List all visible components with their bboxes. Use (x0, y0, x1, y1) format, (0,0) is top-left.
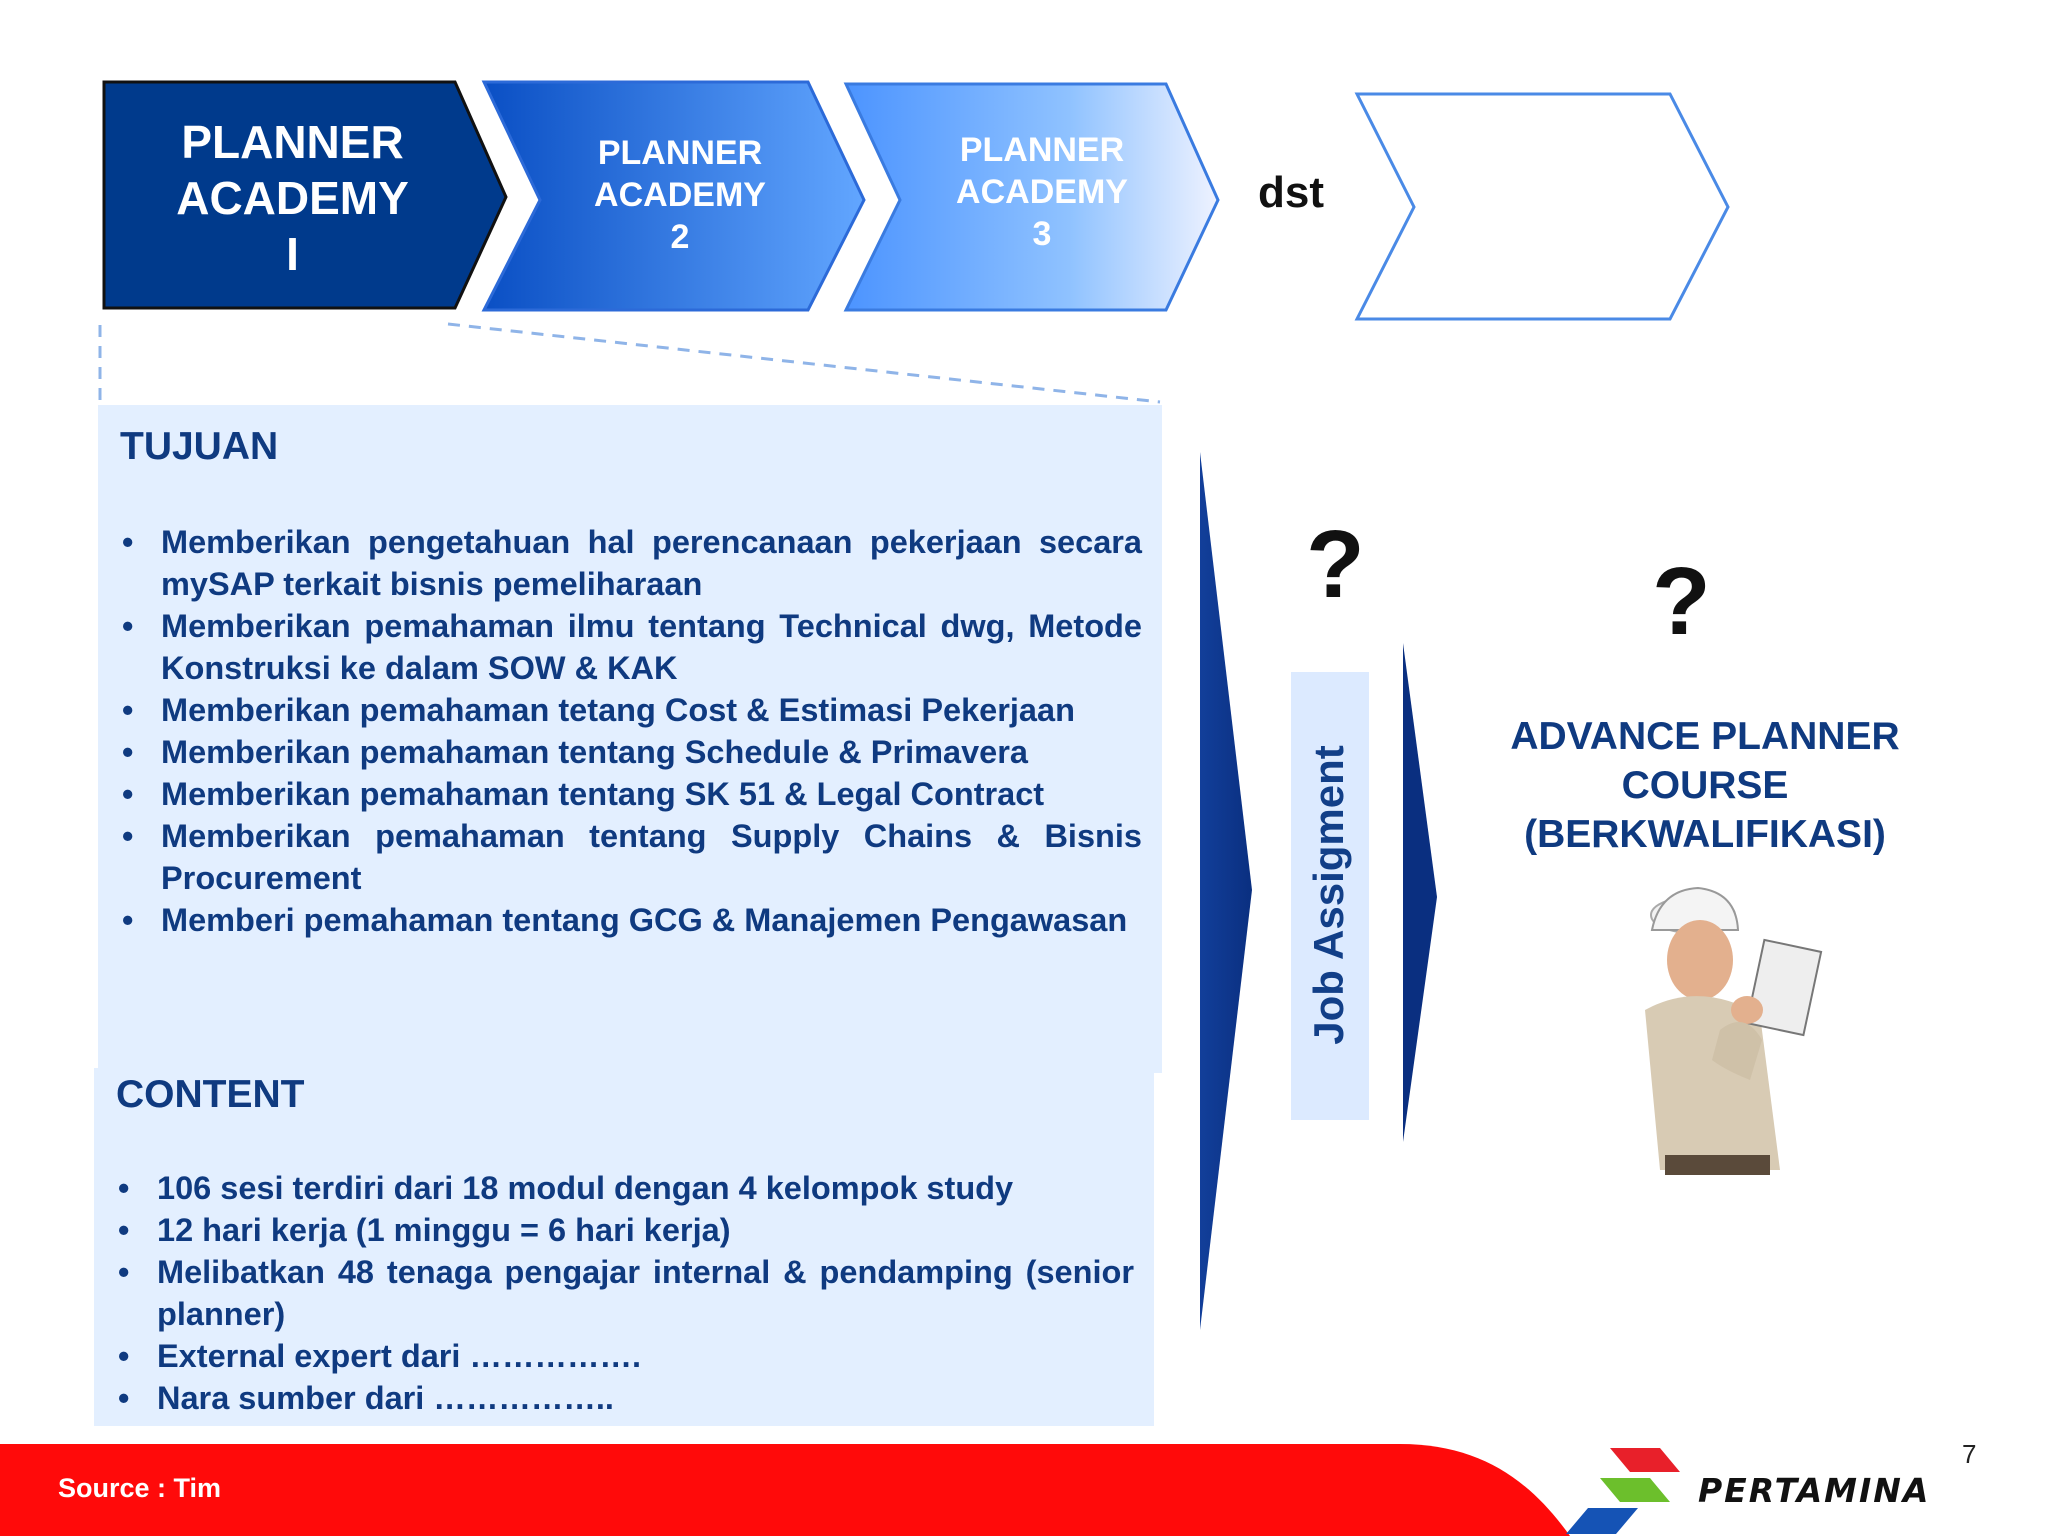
list-item: • Melibatkan 48 tenaga pengajar internal & pendamping (senior planner) (116, 1251, 1134, 1335)
dst-label: dst (1258, 168, 1324, 217)
list-item: • Memberikan pemahaman tentang Supply Chains & Bisnis Procurement (120, 815, 1142, 899)
chevron-1-line3: I (286, 228, 299, 280)
footer-band (0, 1444, 1570, 1536)
brand-name: PERTAMINA (1698, 1471, 1931, 1510)
chevron-3-label (902, 129, 1182, 255)
content-list (116, 1167, 1134, 1419)
chevron-3-line3: 3 (1032, 215, 1052, 253)
chevron-2-line2: ACADEMY (594, 176, 766, 214)
advance-line1: ADVANCE PLANNER (1510, 715, 1900, 758)
advance-planner-title (1460, 712, 1950, 859)
pertamina-logo-icon (1566, 1448, 1680, 1534)
page-number: 7 (1962, 1439, 1977, 1469)
advance-line2: COURSE (1621, 764, 1789, 807)
list-item: • Memberikan pemahaman tentang Schedule & Primavera (120, 731, 1142, 773)
big-arrow-shape (1200, 452, 1252, 1330)
list-item: • 12 hari kerja (1 minggu = 6 hari kerja) (116, 1209, 1134, 1251)
list-item: • External expert dari ……………. (116, 1335, 1134, 1377)
chevron-3-line1: PLANNER (959, 131, 1125, 169)
list-item: • Nara sumber dari …………….. (116, 1377, 1134, 1419)
list-item: • Memberikan pemahaman ilmu tentang Technical dwg, Metode Konstruksi ke dalam SOW & KAK (120, 605, 1142, 689)
chevron-3-line2: ACADEMY (956, 173, 1128, 211)
chevron-1-line2: ACADEMY (176, 172, 409, 224)
tujuan-list (120, 521, 1142, 941)
content-heading: CONTENT (116, 1073, 305, 1116)
chevron-2-line3: 2 (670, 218, 690, 256)
source-label: Source : Tim (58, 1473, 222, 1503)
question-mark-2: ? (1652, 548, 1711, 655)
list-item: • Memberikan pemahaman tentang SK 51 & Legal Contract (120, 773, 1142, 815)
advance-line3: (BERKWALIFIKASI) (1524, 813, 1886, 856)
tujuan-heading: TUJUAN (120, 425, 279, 468)
list-item: • Memberi pemahaman tentang GCG & Manajemen Pengawasan (120, 899, 1142, 941)
chevron-2-label (540, 132, 820, 258)
list-item: • Memberikan pemahaman tetang Cost & Estimasi Pekerjaan (120, 689, 1142, 731)
small-arrow-shape (1403, 643, 1437, 1142)
list-item: • 106 sesi terdiri dari 18 modul dengan 4 kelompok study (116, 1167, 1134, 1209)
list-item: • Memberikan pengetahuan hal perencanaan pekerjaan secara mySAP terkait bisnis pemeliharaan (120, 521, 1142, 605)
chevron-2-line1: PLANNER (597, 134, 763, 172)
dashed-connector-right (448, 324, 1160, 402)
chevron-1-line1: PLANNER (181, 116, 404, 168)
worker-illustration (1645, 888, 1821, 1175)
chevron-empty-shape (1357, 94, 1728, 319)
chevron-1-label (110, 114, 475, 282)
question-mark-1: ? (1306, 511, 1365, 618)
job-assignment-label: Job Assigment (1305, 745, 1352, 1045)
